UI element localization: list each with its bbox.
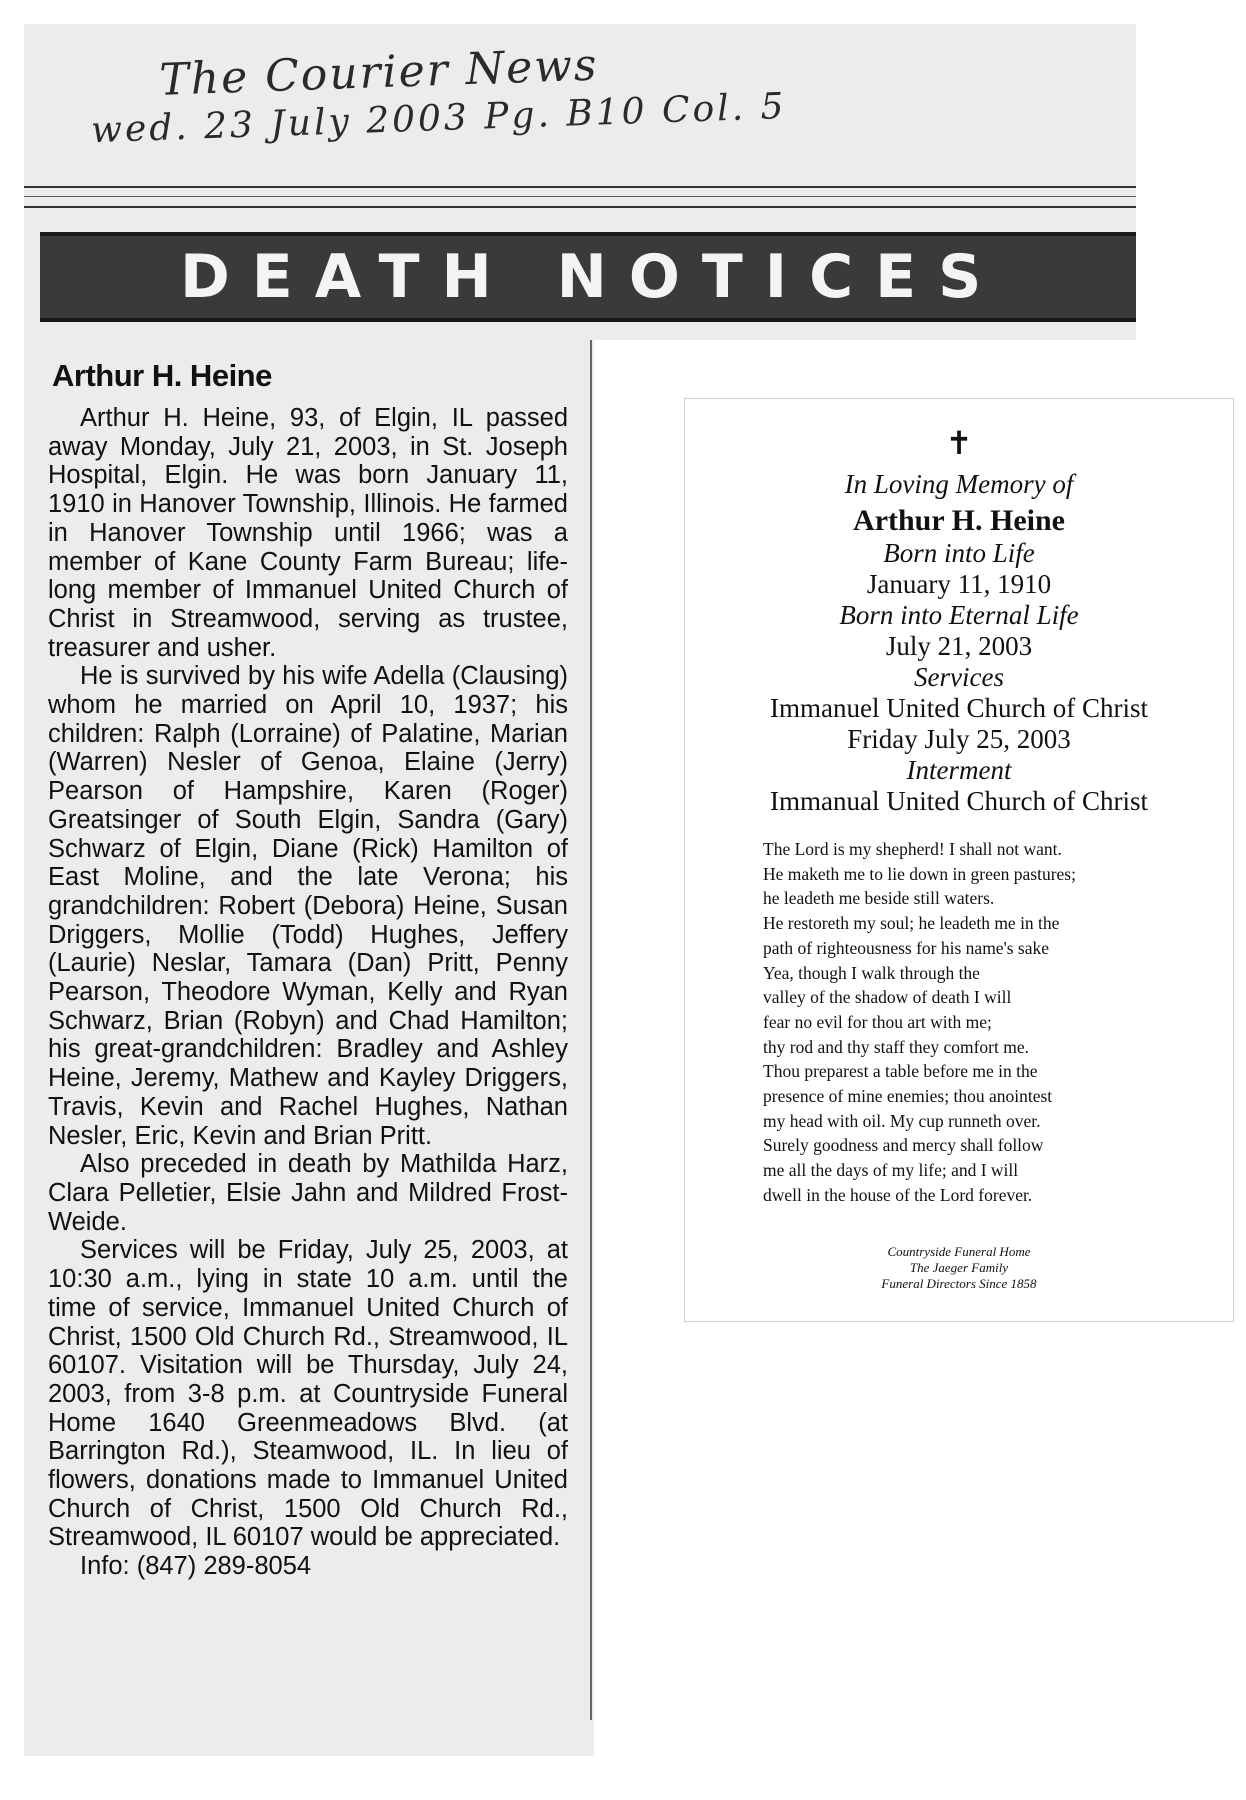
psalm-line: Surely goodness and mercy shall follow (763, 1135, 1044, 1156)
obituary-paragraph: Arthur H. Heine, 93, of Elgin, IL passed away Monday, July 21, 2003, in St. Joseph Hospital, Elgin. He was born January 11, 1910 in Hanover Township, Illinois. He farmed in Hanover Township until 1966; was a member of Kane County Farm Bureau; life-long member of Immanuel United Church of Christ in Streamwood, serving as trustee, treasurer and usher. (48, 404, 568, 662)
eternal-date: July 21, 2003 (885, 631, 1033, 661)
interment-label: Interment (906, 755, 1012, 785)
interment-place: Immanual United Church of Christ (770, 786, 1148, 816)
services-label: Services (914, 662, 1004, 692)
eternal-label: Born into Eternal Life (839, 600, 1079, 630)
header-rule-lower (24, 206, 1136, 208)
psalm-line: dwell in the house of the Lord forever. (763, 1184, 1033, 1205)
handwritten-publication: The Courier News (158, 39, 600, 106)
obituary-paragraph: Also preceded in death by Mathilda Harz, Clara Pelletier, Elsie Jahn and Mildred Frost-Weide. (48, 1150, 568, 1236)
services-place: Immanuel United Church of Christ (770, 693, 1148, 723)
psalm-line: path of righteousness for his name's sake (763, 937, 1050, 958)
funeral-home-family: The Jaeger Family (909, 1259, 1009, 1275)
obituary-info: Info: (847) 289-8054 (80, 1552, 312, 1581)
obituary-paragraph: Services will be Friday, July 25, 2003, at 10:30 a.m., lying in state 10 a.m. until the time of service, Immanuel United Church of Christ, 1500 Old Church Rd., Streamwood, IL 60107. Visitation will be Thursday, July 24, 2003, from 3-8 p.m. at Countryside Funeral Home 1640 Greenmeadows Blvd. (at Barrington Rd.), Steamwood, IL. In lieu of flowers, donations made to Immanuel United Church of Christ, 1500 Old Church Rd., Streamwood, IL 60107 would be appreciated. (48, 1236, 568, 1552)
born-date: January 11, 1910 (866, 569, 1052, 599)
memory-heading: In Loving Memory of (844, 469, 1074, 499)
psalm-line: fear no evil for thou art with me; (763, 1011, 992, 1032)
psalm-23 (763, 837, 1233, 1208)
psalm-line: thy rod and thy staff they comfort me. (763, 1036, 1030, 1057)
obituary-name: Arthur H. Heine (52, 358, 272, 393)
column-divider (590, 340, 592, 1720)
psalm-line: Thou preparest a table before me in the (763, 1061, 1038, 1082)
psalm-line: He maketh me to lie down in green pastures; (763, 863, 1076, 884)
memorial-card (684, 398, 1234, 1322)
psalm-line: He restoreth my soul; he leadeth me in the (763, 913, 1060, 934)
psalm-line: he leadeth me beside still waters. (763, 888, 995, 909)
header-rule (24, 186, 1136, 188)
psalm-line: The Lord is my shepherd! I shall not want. (763, 839, 1062, 859)
handwritten-date-page: wed. 23 July 2003 Pg. B10 Col. 5 (90, 85, 788, 152)
psalm-line: presence of mine enemies; thou anointest (763, 1086, 1053, 1107)
obituary-column (48, 358, 568, 1581)
psalm-line: valley of the shadow of death I will (763, 987, 1012, 1008)
obituary-paragraph: He is survived by his wife Adella (Clausing) whom he married on April 10, 1937; his children: Ralph (Lorraine) of Palatine, Marian (Warren) Nesler of Genoa, Elaine (Jerry) Pearson of Hampshire, Karen (Roger) Greatsinger of South Elgin, Sandra (Gary) Schwarz of Elgin, Diane (Rick) Hamilton of East Moline, and the late Verona; his grandchildren: Robert (Debora) Heine, Susan Driggers, Mollie (Todd) Hughes, Jeffery (Laurie) Neslar, Tamara (Dan) Pritt, Penny Pearson, Theodore Wyman, Kelly and Ryan Schwarz, Brian (Robyn) and Chad Hamilton; his great-grandchildren: Bradley and Ashley Heine, Jeremy, Mathew and Kayley Driggers, Travis, Kevin and Rachel Hughes, Nathan Nesler, Eric, Kevin and Brian Pritt. (48, 662, 568, 1150)
cross-icon: ✝ (945, 425, 973, 461)
header-rule-thin (24, 196, 1136, 197)
card-name: Arthur H. Heine (853, 504, 1065, 537)
funeral-home-credit (685, 1244, 1233, 1292)
services-date: Friday July 25, 2003 (847, 724, 1071, 754)
born-label: Born into Life (883, 538, 1035, 568)
psalm-line: Yea, though I walk through the (763, 962, 980, 983)
funeral-home-since: Funeral Directors Since 1858 (881, 1275, 1037, 1291)
psalm-line: me all the days of my life; and I will (763, 1160, 1019, 1181)
death-notices-banner: DEATH NOTICES (40, 232, 1136, 322)
psalm-line: my head with oil. My cup runneth over. (763, 1110, 1041, 1131)
funeral-home-name: Countryside Funeral Home (887, 1243, 1031, 1259)
